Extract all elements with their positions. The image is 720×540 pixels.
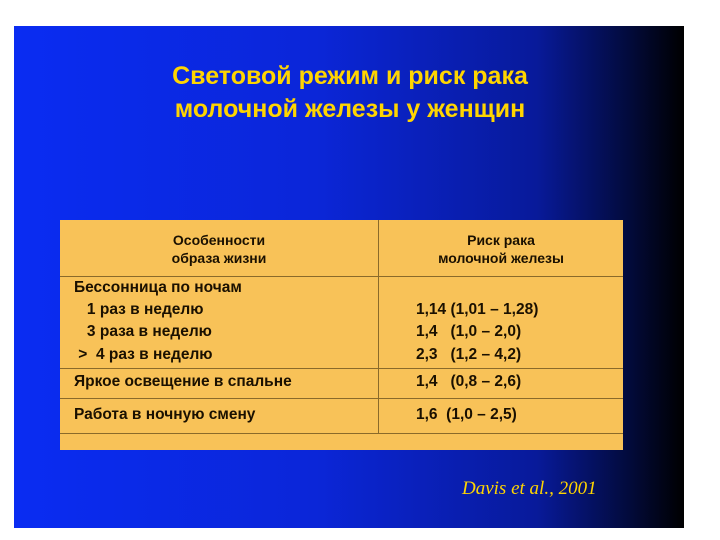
row-value-4-per-week: 2,3 (1,2 – 4,2) [416, 346, 522, 363]
row-value-bright-light: 1,4 (0,8 – 2,6) [416, 373, 522, 390]
row-label-1-per-week: 1 раз в неделю [74, 301, 204, 318]
row-label-night-shift: Работа в ночную смену [74, 406, 256, 423]
title-line-2: молочной железы у женщин [174, 95, 526, 123]
header-risk-line-2: молочной железы [438, 250, 564, 266]
row-label-insomnia: Бессонница по ночам [74, 279, 242, 296]
header-lifestyle-line-2: образа жизни [171, 250, 267, 266]
row-value-night-shift: 1,6 (1,0 – 2,5) [416, 406, 517, 423]
row-divider [60, 368, 623, 369]
header-lifestyle [60, 231, 378, 267]
row-divider [60, 398, 623, 399]
row-value-3-per-week: 1,4 (1,0 – 2,0) [416, 323, 522, 340]
row-label-bright-light: Яркое освещение в спальне [74, 373, 292, 390]
title-line-1: Световой режим и риск рака [172, 62, 528, 90]
row-label-4-per-week: > 4 раз в неделю [74, 346, 213, 363]
row-value-1-per-week: 1,14 (1,01 – 1,28) [416, 301, 539, 318]
citation: Davis et al., 2001 [462, 478, 597, 499]
row-label-3-per-week: 3 раза в неделю [74, 323, 212, 340]
header-risk-line-1: Риск рака [467, 232, 535, 248]
risk-table [60, 220, 623, 450]
slide-title [0, 60, 700, 126]
header-risk [379, 231, 623, 267]
row-divider [60, 433, 623, 434]
header-lifestyle-line-1: Особенности [172, 232, 266, 248]
